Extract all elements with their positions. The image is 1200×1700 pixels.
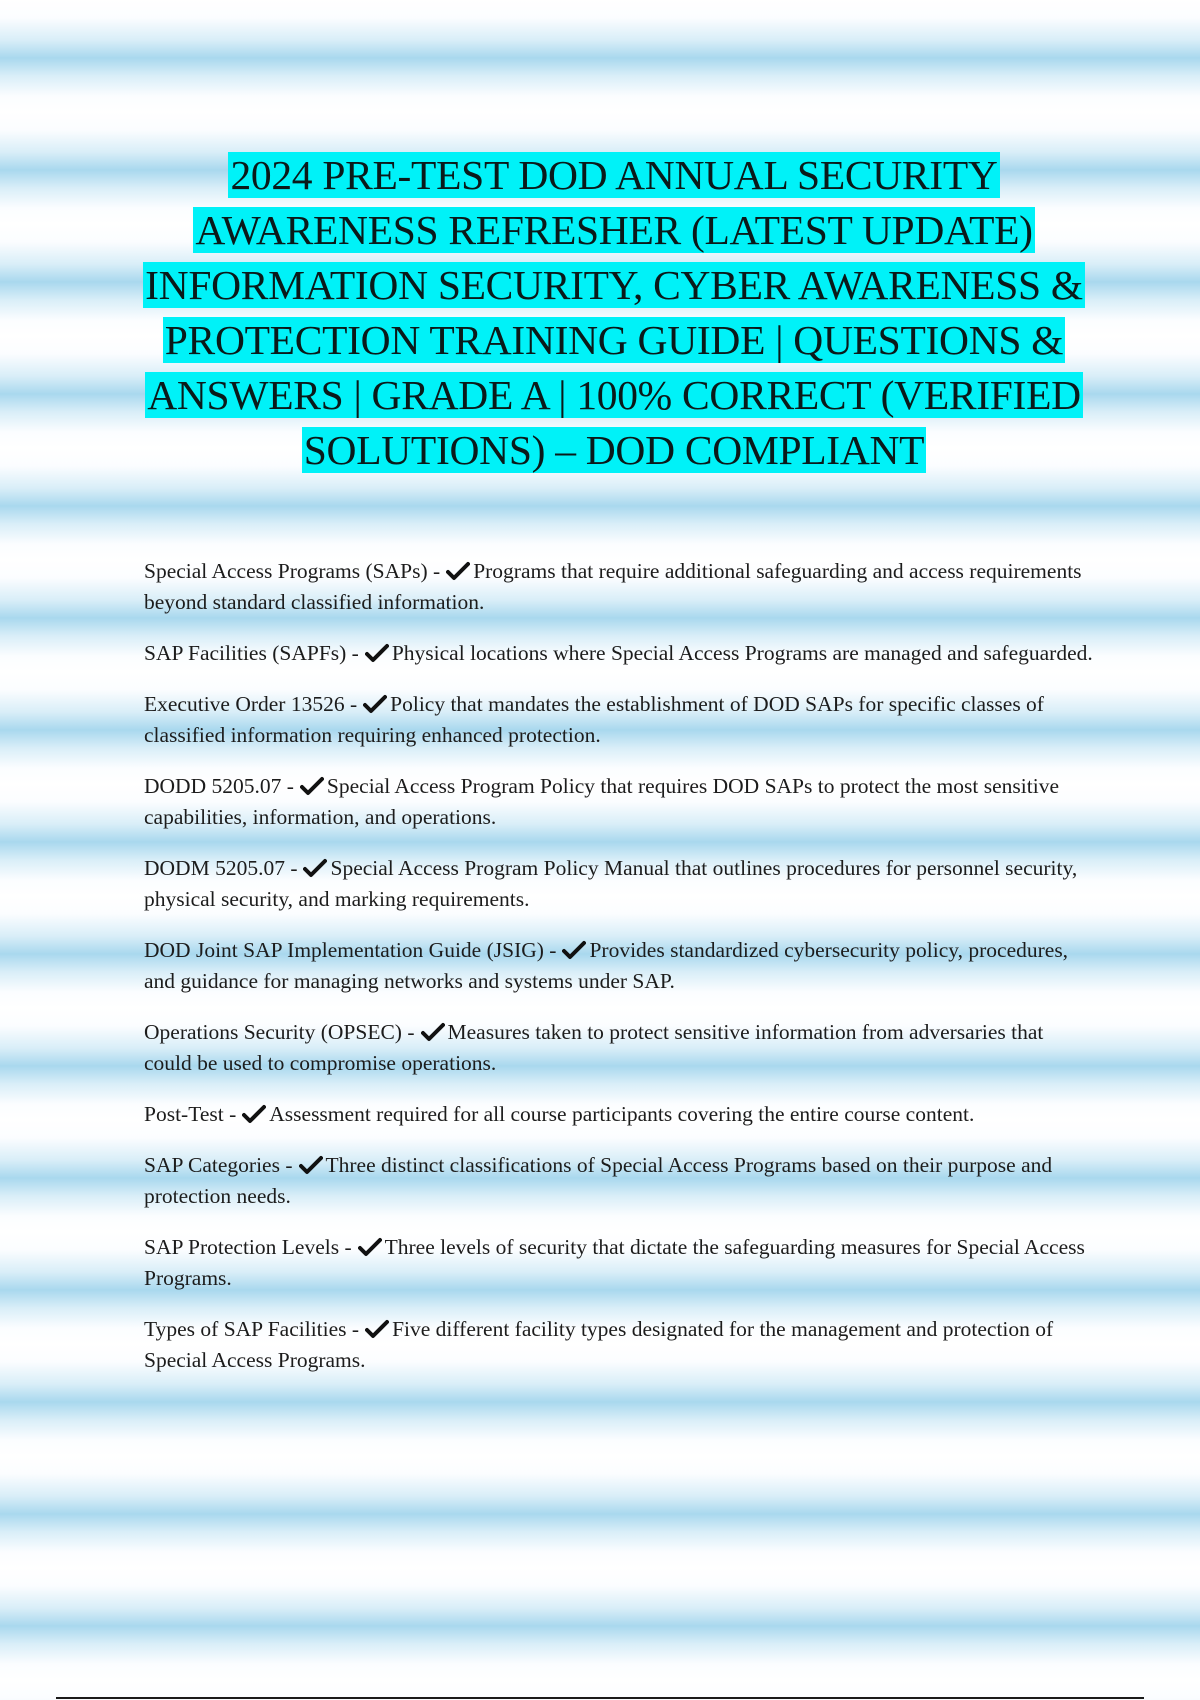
entry-definition: Measures taken to protect sensitive information from adversaries that could be used to compromise operations. [144,1020,1044,1075]
entry-definition: Programs that require additional safeguarding and access requirements beyond standard classified information. [144,559,1082,614]
entry-definition: Five different facility types designated for the management and protection of Special Access Programs. [144,1317,1054,1372]
check-icon [242,1104,266,1124]
entry-item [144,771,1094,833]
entry-item [144,556,1094,618]
entry-definition: Special Access Program Policy Manual that outlines procedures for personnel security, physical security, and marking requirements. [144,856,1078,911]
entry-item [144,853,1094,915]
entry-term: SAP Protection Levels - [144,1235,352,1259]
entry-term: SAP Categories - [144,1153,293,1177]
entry-definition: Three levels of security that dictate the safeguarding measures for Special Access Programs. [144,1235,1085,1290]
entry-item [144,689,1094,751]
entry-item [144,1232,1094,1294]
entry-item [144,1314,1094,1376]
check-icon [365,1319,389,1339]
entry-definition: Physical locations where Special Access Programs are managed and safeguarded. [391,641,1093,665]
entry-term: DOD Joint SAP Implementation Guide (JSIG) - [144,938,557,962]
entry-term: Special Access Programs (SAPs) - [144,559,441,583]
check-icon [358,1237,382,1257]
check-icon [363,694,387,714]
check-icon [300,776,324,796]
entry-item [144,638,1094,669]
entry-term: Post-Test - [144,1102,237,1126]
check-icon [365,643,389,663]
check-icon [421,1022,445,1042]
entry-item [144,1150,1094,1212]
entry-item [144,935,1094,997]
entry-definition: Assessment required for all course participants covering the entire course content. [269,1102,975,1126]
check-icon [562,940,586,960]
entry-term: Executive Order 13526 - [144,692,358,716]
entry-definition: Provides standardized cybersecurity policy, procedures, and guidance for managing networks and systems under SAP. [144,938,1069,993]
page-bottom-rule [56,1697,1144,1699]
entry-term: Types of SAP Facilities - [144,1317,360,1341]
entry-term: DODD 5205.07 - [144,774,294,798]
check-icon [446,561,470,581]
check-icon [303,858,327,878]
entry-definition: Three distinct classifications of Special Access Programs based on their purpose and protection needs. [144,1153,1053,1208]
document-title-text: 2024 PRE-TEST DOD ANNUAL SECURITY AWARENESS REFRESHER (LATEST UPDATE) INFORMATION SECURITY, CYBER AWARENESS & PROTECTION TRAINING GUIDE | QUESTIONS & ANSWERS | GRADE A | 100% CORRECT (VERIFIED SOLUTIONS) – DOD COMPLIANT [145,152,1083,473]
entry-item [144,1099,1094,1130]
entry-term: DODM 5205.07 - [144,856,298,880]
document-title [130,148,1098,478]
check-icon [299,1155,323,1175]
entry-term: SAP Facilities (SAPFs) - [144,641,359,665]
entry-item [144,1017,1094,1079]
entry-definition: Policy that mandates the establishment of DOD SAPs for specific classes of classified information requiring enhanced protection. [144,692,1044,747]
entry-list [144,556,1094,1396]
entry-term: Operations Security (OPSEC) - [144,1020,415,1044]
entry-definition: Special Access Program Policy that requires DOD SAPs to protect the most sensitive capabilities, information, and operations. [144,774,1059,829]
